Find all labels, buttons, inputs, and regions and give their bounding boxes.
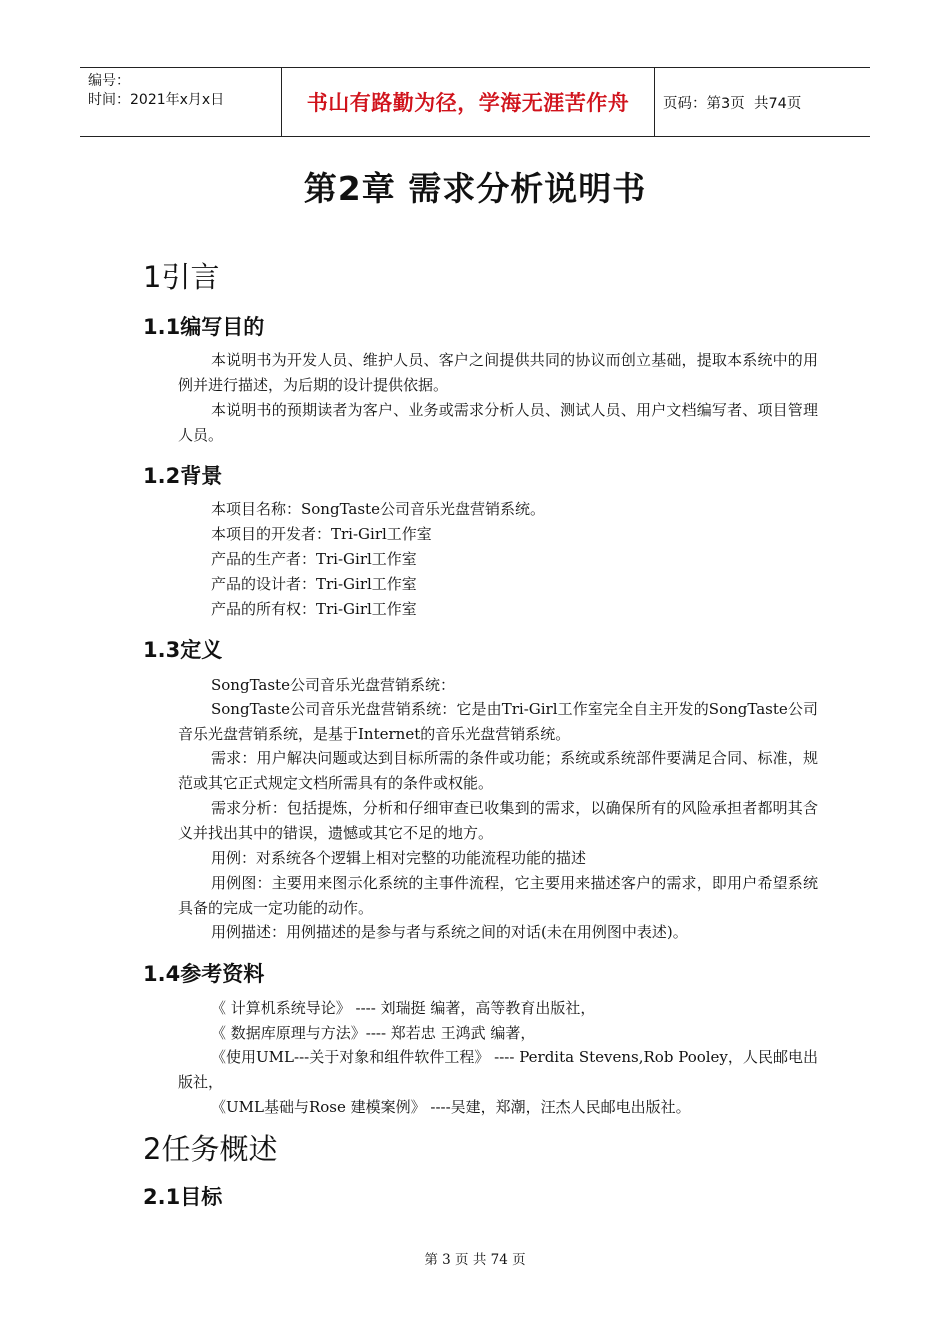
section-heading-2-1: 2.1目标 [143, 1185, 223, 1209]
section-heading-1: 1引言 [143, 260, 220, 294]
definition-use-case-diagram: 用例图：主要用来图示化系统的主事件流程，它主要用来描述客户的需求，即用户希望系统具备的完成一定功能的动作。 [178, 874, 818, 917]
background-line-name: 本项目名称：SongTaste公司音乐光盘营销系统。 [211, 500, 545, 518]
header-page-info-cell [655, 68, 870, 136]
header-motto: 书山有路勤为径，学海无涯苦作舟 [306, 91, 630, 115]
definition-intro: SongTaste公司音乐光盘营销系统： [211, 676, 455, 694]
definition-use-case-description: 用例描述：用例描述的是参与者与系统之间的对话(未在用例图中表述)。 [211, 923, 688, 941]
section-heading-1-4: 1.4参考资料 [143, 962, 265, 986]
section-heading-1-2: 1.2背景 [143, 464, 223, 488]
section-heading-1-3: 1.3定义 [143, 638, 223, 662]
page-footer [0, 1248, 950, 1268]
background-line-owner: 产品的所有权：Tri-Girl工作室 [211, 600, 417, 618]
number-label: 编号： [88, 73, 130, 89]
background-line-developer: 本项目的开发者：Tri-Girl工作室 [211, 525, 432, 543]
section-heading-2: 2任务概述 [143, 1132, 278, 1166]
header-page-info: 页码：第3页 共74页 [663, 95, 802, 112]
background-line-producer: 产品的生产者：Tri-Girl工作室 [211, 550, 417, 568]
reference-4: 《UML基础与Rose 建模案例》 ----吴建，郑潮，汪杰人民邮电出版社。 [211, 1098, 691, 1116]
definition-requirement: 需求：用户解决问题或达到目标所需的条件或功能；系统或系统部件要满足合同、标准，规范或其它正式规定文档所需具有的条件或权能。 [178, 749, 818, 792]
footer-page-number: 第 3 页 共 74 页 [424, 1252, 526, 1268]
definition-use-case: 用例：对系统各个逻辑上相对完整的功能流程功能的描述 [211, 849, 587, 867]
paragraph-purpose-2: 本说明书的预期读者为客户、业务或需求分析人员、测试人员、用户文档编写者、项目管理人员。 [178, 401, 818, 444]
definition-system: SongTaste公司音乐光盘营销系统：它是由Tri-Girl工作室完全自主开发的SongTaste公司音乐光盘营销系统，是基于Internet的音乐光盘营销系统。 [178, 700, 818, 743]
header-meta [80, 68, 282, 136]
background-line-designer: 产品的设计者：Tri-Girl工作室 [211, 575, 417, 593]
header-motto-cell [282, 68, 655, 136]
page-header [80, 67, 870, 137]
chapter-title: 第2章 需求分析说明书 [303, 169, 647, 208]
definition-requirement-analysis: 需求分析：包括提炼，分析和仔细审查已收集到的需求，以确保所有的风险承担者都明其含义并找出其中的错误，遗憾或其它不足的地方。 [178, 799, 818, 842]
time-label: 时间：2021年x月x日 [88, 92, 225, 108]
reference-3: 《使用UML---关于对象和组件软件工程》 ---- Perdita Stevens,Rob Pooley，人民邮电出版社， [178, 1048, 818, 1091]
section-heading-1-1: 1.1编写目的 [143, 315, 265, 339]
reference-2: 《 数据库原理与方法》---- 郑若忠 王鸿武 编著， [211, 1024, 536, 1042]
reference-1: 《 计算机系统导论》 ---- 刘瑞挺 编著，高等教育出版社， [211, 999, 596, 1017]
paragraph-purpose-1: 本说明书为开发人员、维护人员、客户之间提供共同的协议而创立基础，提取本系统中的用例并进行描述，为后期的设计提供依据。 [178, 351, 818, 394]
